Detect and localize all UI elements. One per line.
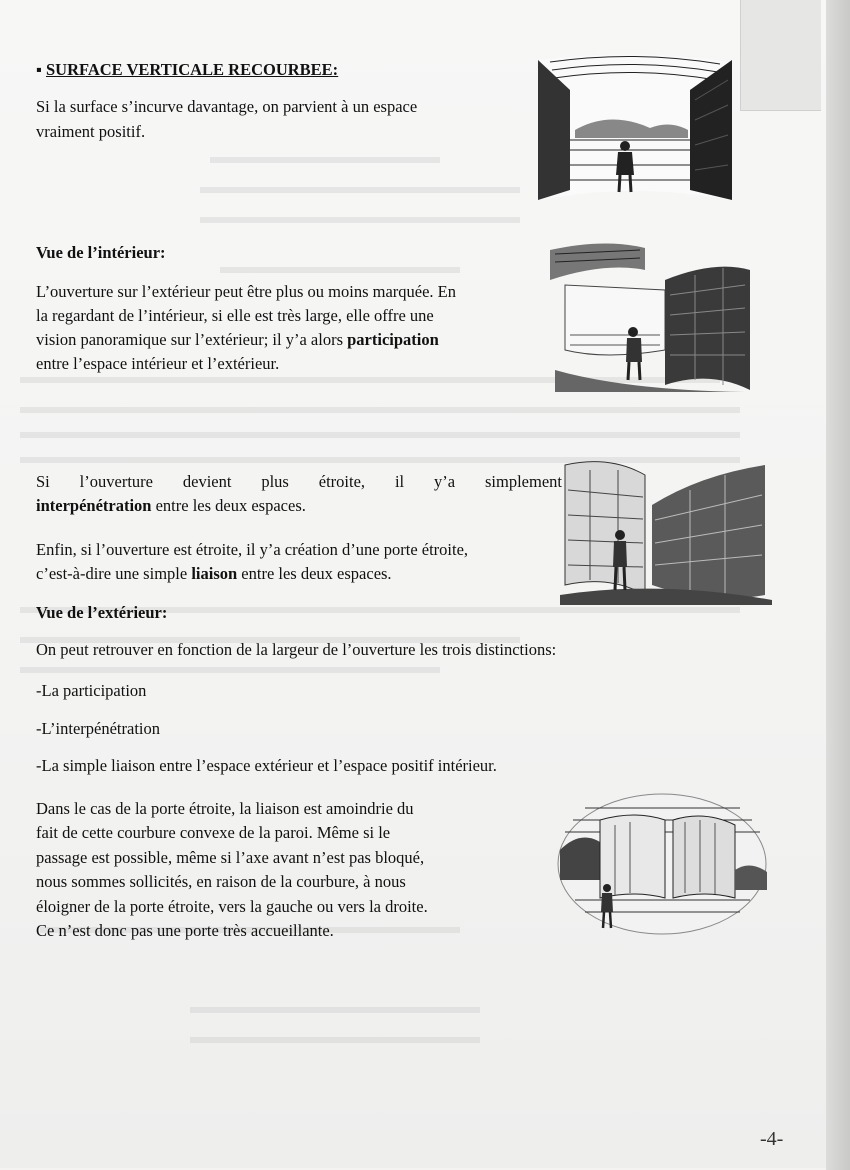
exterior-p-line-4: nous sommes sollicités, en raison de la courbure, à nous bbox=[36, 872, 406, 891]
exterior-item-1: -La participation bbox=[36, 681, 147, 700]
section-title-interior: Vue de l’intérieur: bbox=[36, 243, 166, 262]
illustration-medium-opening bbox=[545, 240, 760, 395]
interior-p1-line-3 bbox=[36, 328, 439, 351]
interior-p2-line-2-text: entre les deux espaces. bbox=[151, 496, 306, 515]
exterior-p-line-2: fait de cette courbure convexe de la paroi. Même si le bbox=[36, 823, 391, 842]
surface-line-2: vraiment positif. bbox=[36, 122, 146, 141]
illustration-narrow-opening bbox=[560, 455, 772, 605]
interior-p3-line-2-text-a: c’est-à-dire une simple bbox=[36, 564, 192, 583]
page-edge-shadow bbox=[826, 0, 850, 1170]
interior-p3-line-1: Enfin, si l’ouverture est étroite, il y’a création d’une porte étroite, bbox=[36, 540, 469, 559]
term-liaison: liaison bbox=[191, 564, 238, 583]
exterior-intro: On peut retrouver en fonction de la largeur de l’ouverture les trois distinctions: bbox=[36, 640, 557, 659]
interior-p1-line-3-text: vision panoramique sur l’extérieur; il y’a alors bbox=[36, 330, 348, 349]
interior-p1-line-4: entre l’espace intérieur et l’extérieur. bbox=[36, 354, 280, 373]
term-interpenetration: interpénétration bbox=[36, 496, 152, 515]
exterior-p-line-6: Ce n’est donc pas une porte très accueillante. bbox=[36, 921, 334, 940]
bullet-icon: ▪ bbox=[36, 60, 42, 79]
exterior-p-line-3: passage est possible, même si l’axe avant n’est pas bloqué, bbox=[36, 848, 425, 867]
interior-p1-line-1: L’ouverture sur l’extérieur peut être plus ou moins marquée. En bbox=[36, 282, 457, 301]
page-number: -4- bbox=[760, 1128, 784, 1150]
exterior-p-line-5: éloigner de la porte étroite, vers la gauche ou vers la droite. bbox=[36, 897, 428, 916]
surface-line-1: Si la surface s’incurve davantage, on parvient à un espace bbox=[36, 97, 418, 116]
illustration-exterior-convex bbox=[555, 790, 770, 938]
section-title-exterior: Vue de l’extérieur: bbox=[36, 603, 168, 622]
surface-title-text: SURFACE VERTICALE RECOURBEE: bbox=[45, 60, 339, 79]
exterior-item-3: -La simple liaison entre l’espace extérieur et l’espace positif intérieur. bbox=[36, 756, 497, 775]
term-participation: participation bbox=[347, 330, 439, 349]
interior-p2-line-2 bbox=[36, 494, 306, 517]
interior-p1-line-2: la regardant de l’intérieur, si elle est très large, elle offre une bbox=[36, 306, 434, 325]
exterior-item-2: -L’interpénétration bbox=[36, 719, 161, 738]
interior-p3-line-2 bbox=[36, 562, 392, 585]
interior-p2-line-1: Si l’ouverture devient plus étroite, il y’a simplement bbox=[36, 472, 562, 491]
section-title-surface bbox=[36, 58, 338, 81]
exterior-p-line-1: Dans le cas de la porte étroite, la liaison est amoindrie du bbox=[36, 799, 414, 818]
illustration-panoramic-opening bbox=[530, 50, 740, 200]
interior-p3-line-2-text-c: entre les deux espaces. bbox=[237, 564, 392, 583]
